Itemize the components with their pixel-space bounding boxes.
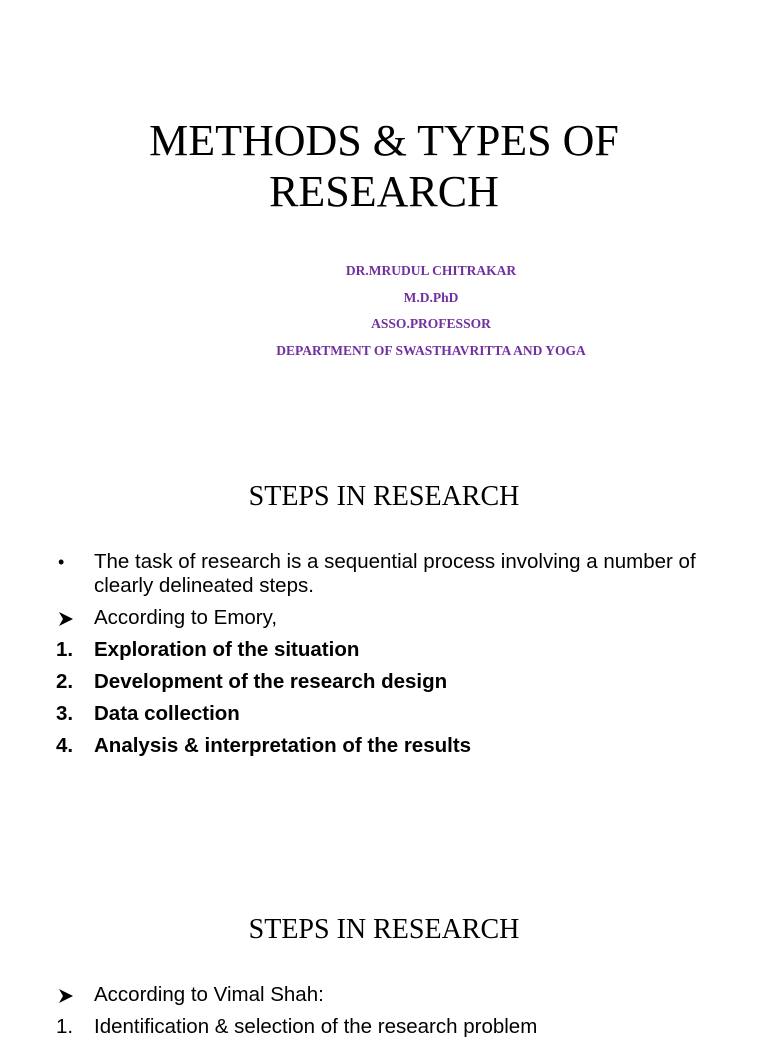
source-text: According to Emory, [94,606,278,629]
author-position: ASSO.PROFESSOR [371,316,491,331]
step-text: Exploration of the situation [94,638,360,661]
presentation-title [0,115,768,217]
bullet-dot-icon: • [58,552,65,572]
steps-slide-vimal-shah [0,865,768,1038]
list-item [56,702,696,726]
author-department: DEPARTMENT OF SWASTHAVRITTA AND YOGA [276,342,586,358]
slide-title: STEPS IN RESEARCH [248,481,520,512]
title-line-2: RESEARCH [269,167,499,216]
step-number: 1. [56,1015,74,1038]
step-text: Identification & selection of the research problem [94,1015,538,1038]
step-text: Data collection [94,702,240,725]
steps-list [56,550,696,766]
list-item [56,550,696,598]
steps-slide-emory [0,432,768,865]
arrow-bullet-icon [58,988,74,1004]
step-text: Development of the research design [94,670,448,693]
list-item [56,734,696,758]
list-item [56,638,696,662]
slide-title: STEPS IN RESEARCH [248,914,520,945]
step-text: Analysis & interpretation of the results [94,734,472,757]
list-item [56,670,696,694]
author-info [178,258,684,364]
arrow-bullet-icon [58,611,74,627]
author-name: DR.MRUDUL CHITRAKAR [345,263,517,278]
steps-list [56,983,696,1047]
step-number: 2. [56,670,74,693]
step-number: 1. [56,638,74,661]
list-item [56,983,696,1007]
step-number: 4. [56,734,74,757]
title-line-1: METHODS & TYPES OF [149,116,619,165]
list-item [56,1015,696,1039]
intro-text: The task of research is a sequential process involving a number of clearly delineated steps. [94,550,696,597]
source-text: According to Vimal Shah: [94,983,324,1006]
author-degree: M.D.PhD [403,289,459,305]
title-slide [0,0,768,432]
step-number: 3. [56,702,74,725]
list-item [56,606,696,630]
